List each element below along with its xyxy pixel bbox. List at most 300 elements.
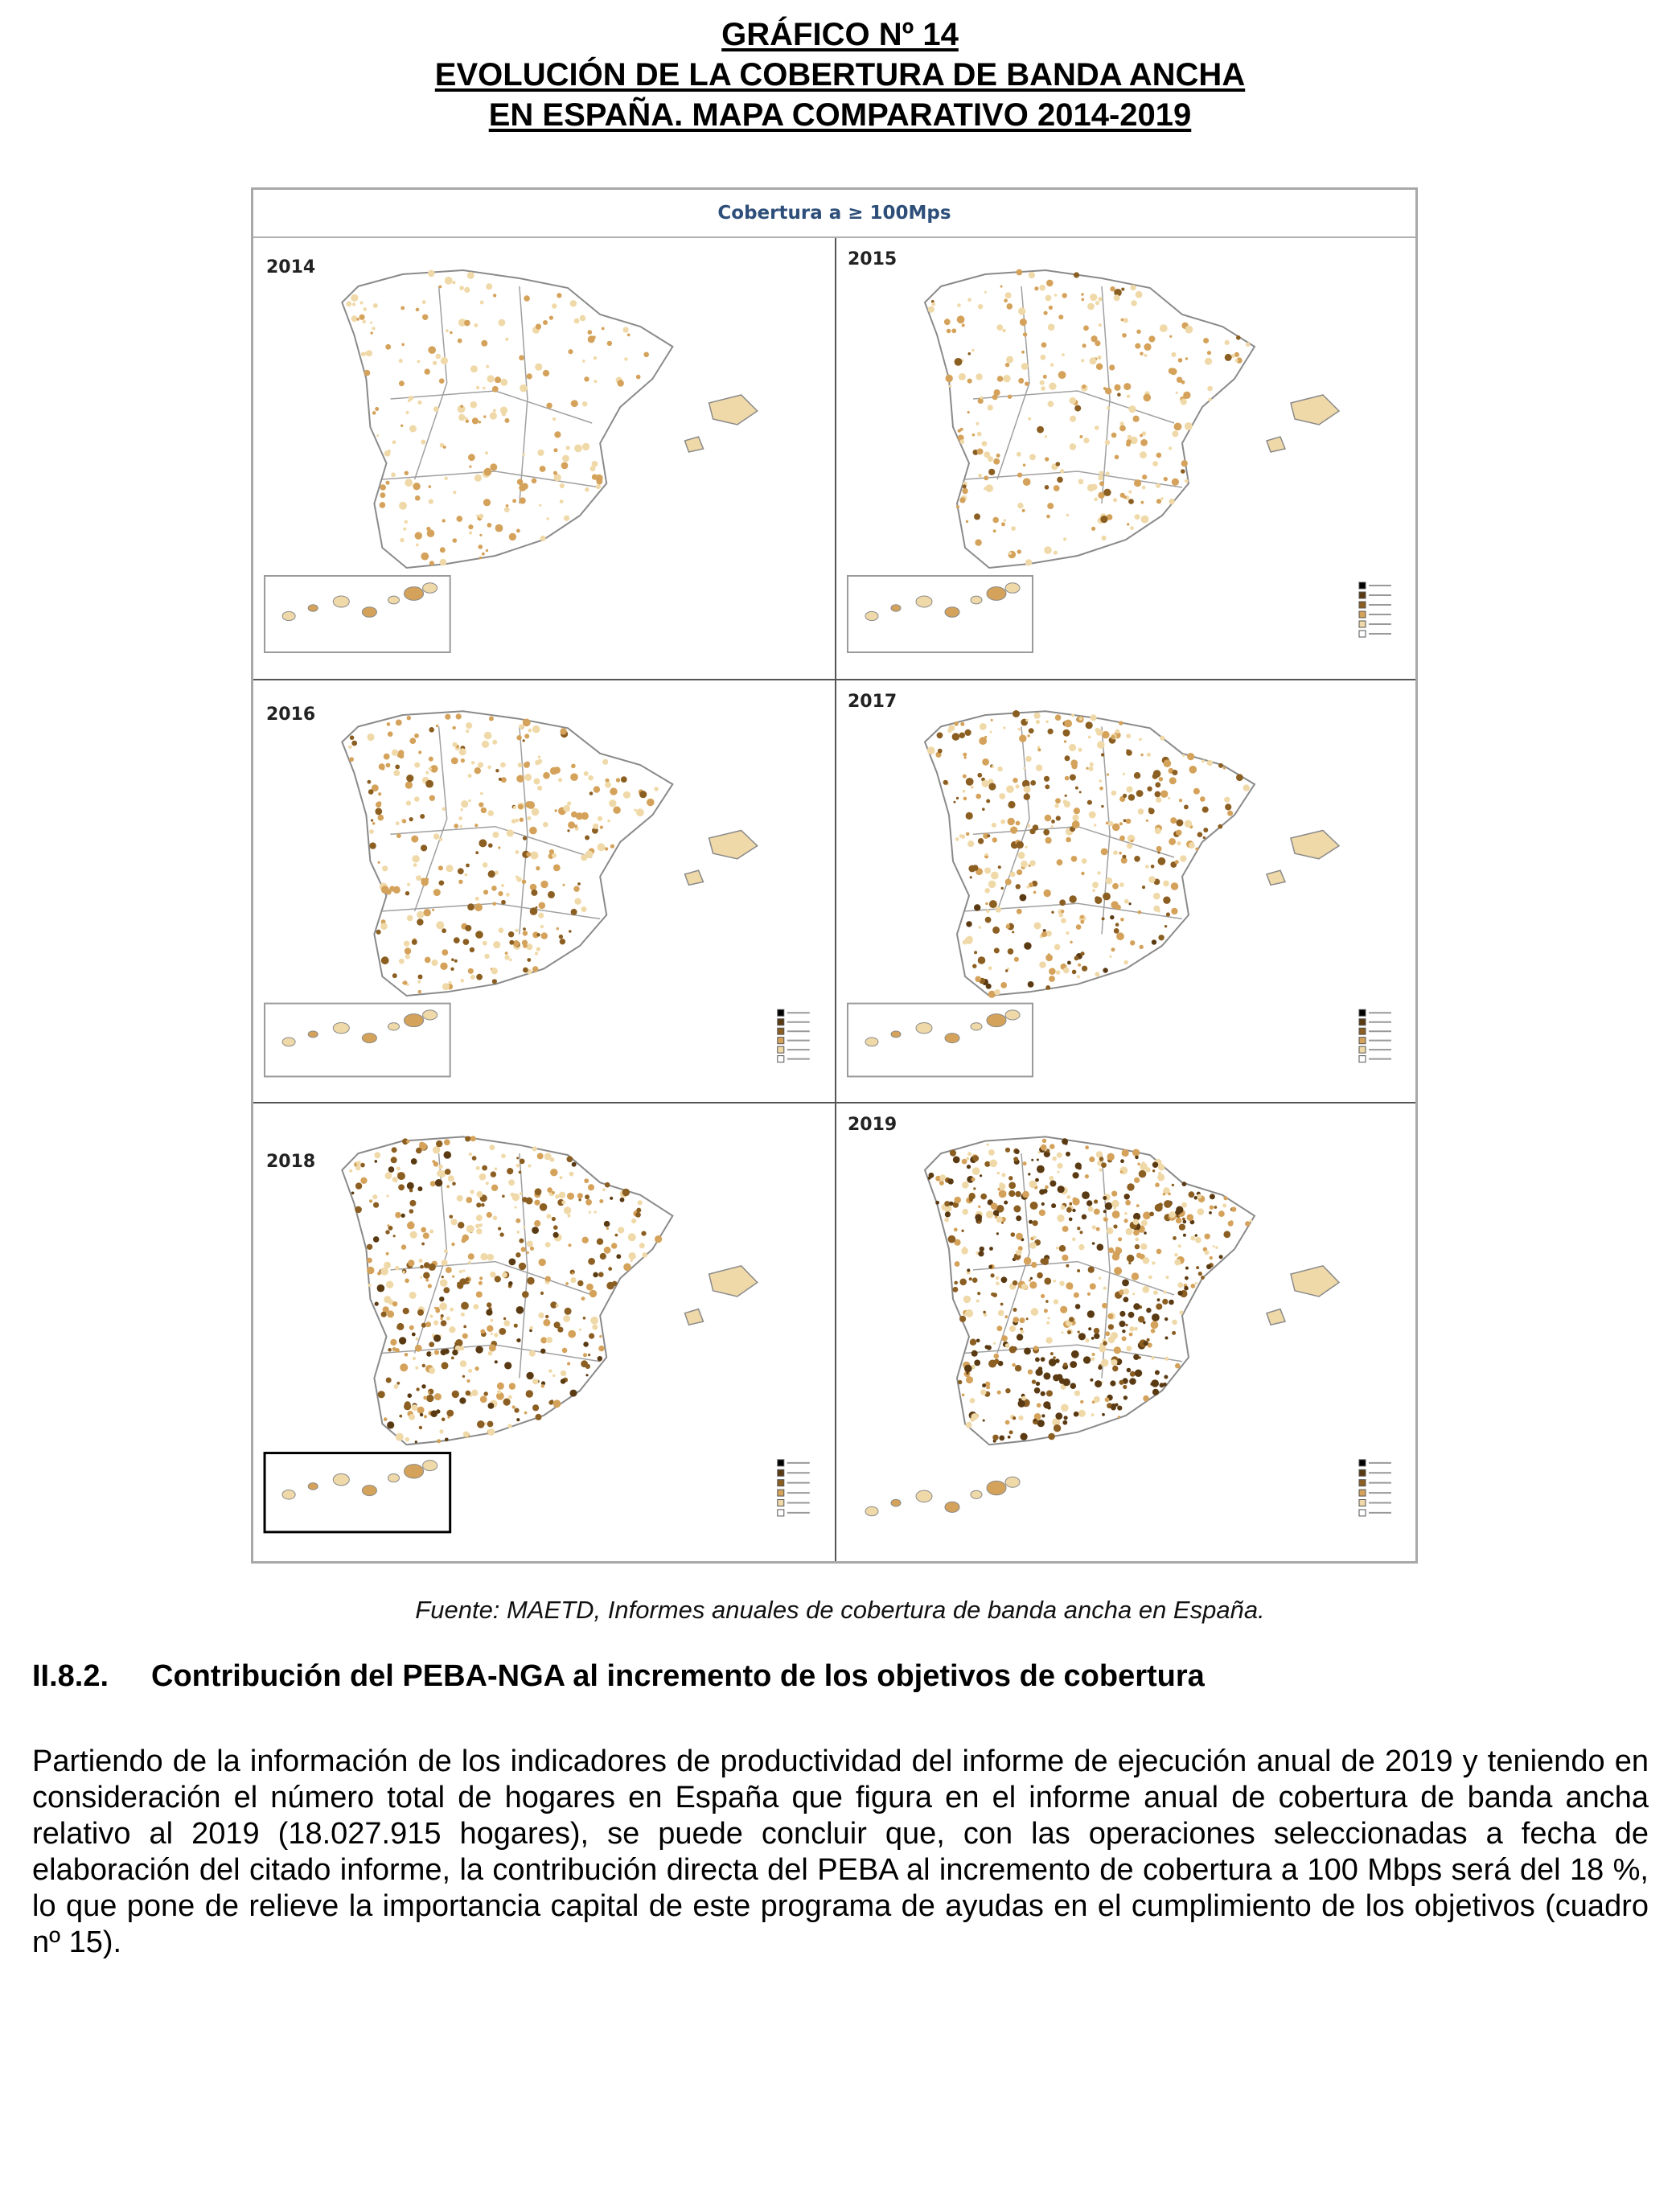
- coverage-dot: [484, 732, 492, 740]
- coverage-dot: [479, 1223, 483, 1227]
- coverage-dot: [1069, 1202, 1072, 1206]
- spain-map-2015: [836, 238, 1415, 679]
- coverage-dot: [392, 750, 398, 756]
- coverage-dot: [974, 951, 977, 954]
- coverage-dot: [1225, 354, 1232, 361]
- coverage-dot: [543, 370, 549, 376]
- coverage-dot: [1090, 762, 1094, 766]
- coverage-dot: [527, 373, 532, 379]
- coverage-dot: [1061, 910, 1064, 913]
- coverage-dot: [987, 1144, 989, 1146]
- coverage-dot: [415, 532, 422, 539]
- coverage-dot: [1184, 805, 1189, 810]
- coverage-dot: [594, 1210, 596, 1213]
- coverage-dot: [1159, 777, 1164, 782]
- coverage-dot: [408, 1260, 414, 1266]
- coverage-dot: [1099, 1169, 1102, 1172]
- coverage-dot: [458, 414, 465, 421]
- coverage-dot: [476, 515, 479, 517]
- coverage-dot: [487, 766, 491, 770]
- coverage-dot: [982, 758, 989, 766]
- coverage-dot: [450, 968, 454, 971]
- coverage-dot: [459, 1270, 462, 1273]
- coverage-dot: [526, 852, 531, 857]
- coverage-dot: [1165, 1337, 1169, 1340]
- coverage-dot: [1181, 1202, 1187, 1208]
- coverage-dot: [1058, 314, 1063, 319]
- coverage-dot: [508, 1281, 513, 1286]
- coverage-dot: [432, 909, 434, 911]
- coverage-dot: [516, 1157, 519, 1159]
- coverage-dot: [972, 865, 979, 871]
- coverage-dot: [428, 1284, 432, 1288]
- coverage-dot: [618, 380, 624, 386]
- coverage-dot: [967, 840, 974, 847]
- coverage-dot: [1088, 736, 1091, 739]
- coverage-dot: [414, 734, 419, 738]
- coverage-dot: [550, 1169, 557, 1176]
- coverage-dot: [583, 1342, 589, 1347]
- coverage-dot: [581, 1297, 585, 1301]
- coverage-dot: [963, 797, 967, 801]
- coverage-dot: [1170, 817, 1177, 824]
- coverage-dot: [1065, 1142, 1068, 1145]
- coverage-dot: [491, 1185, 498, 1191]
- coverage-dot: [413, 863, 417, 867]
- coverage-dot: [483, 499, 491, 506]
- coverage-dot: [1091, 484, 1098, 491]
- coverage-dot: [1197, 832, 1203, 837]
- coverage-dot: [638, 1200, 643, 1205]
- coverage-dot: [1008, 801, 1015, 808]
- coverage-dot: [466, 1225, 474, 1233]
- coverage-dot: [495, 524, 503, 532]
- coverage-dot: [592, 461, 598, 467]
- coverage-dot: [487, 1212, 492, 1218]
- coverage-dot: [1144, 343, 1151, 351]
- coverage-dot: [1065, 776, 1070, 781]
- coverage-dot: [564, 516, 569, 521]
- coverage-dot: [965, 729, 971, 736]
- coverage-dot: [433, 1146, 440, 1153]
- coverage-dot: [518, 762, 523, 767]
- coverage-dot: [1057, 1374, 1063, 1380]
- coverage-dot: [977, 449, 984, 455]
- coverage-dot: [1187, 1214, 1194, 1221]
- coverage-dot: [471, 1390, 478, 1396]
- coverage-dot: [356, 1161, 361, 1165]
- coverage-dot: [1021, 363, 1029, 370]
- coverage-dot: [570, 300, 577, 306]
- canary-island: [891, 1031, 901, 1038]
- coverage-dot: [962, 1394, 965, 1397]
- coverage-dot: [1021, 861, 1028, 868]
- coverage-dot: [1005, 1388, 1010, 1393]
- coverage-dot: [1136, 1253, 1142, 1259]
- coverage-dot: [1055, 1358, 1060, 1363]
- coverage-dot: [1160, 497, 1164, 500]
- coverage-dot: [562, 1348, 568, 1354]
- coverage-dot: [458, 868, 464, 874]
- coverage-dot: [1163, 881, 1169, 887]
- coverage-dot: [486, 549, 488, 552]
- coverage-dot: [1183, 392, 1190, 399]
- coverage-dot: [606, 1282, 614, 1290]
- coverage-dot: [992, 1292, 997, 1297]
- coverage-dot: [1140, 1163, 1148, 1171]
- coverage-dot: [1083, 1356, 1091, 1363]
- coverage-dot: [559, 935, 563, 939]
- canary-island: [1005, 583, 1020, 594]
- coverage-dot: [1103, 1287, 1107, 1290]
- coverage-dot: [1136, 1204, 1140, 1207]
- coverage-dot: [1002, 329, 1006, 333]
- coverage-dot: [1032, 1379, 1036, 1383]
- coverage-dot: [413, 483, 420, 490]
- coverage-dot: [570, 1390, 577, 1397]
- coverage-dot: [598, 843, 606, 851]
- coverage-dot: [1103, 1210, 1107, 1213]
- coverage-dot: [1057, 1163, 1062, 1169]
- coverage-dot: [407, 915, 413, 922]
- coverage-dot: [553, 471, 557, 475]
- coverage-dot: [396, 1325, 400, 1329]
- coverage-dot: [1094, 1209, 1100, 1215]
- coverage-dot: [400, 425, 403, 427]
- coverage-dot: [1101, 1162, 1107, 1168]
- coverage-dot: [1153, 893, 1160, 900]
- coverage-dot: [967, 298, 971, 302]
- coverage-dot: [1016, 821, 1021, 826]
- coverage-dot: [1012, 1363, 1016, 1367]
- coverage-dot: [1039, 1210, 1045, 1216]
- coverage-dot: [1018, 1416, 1023, 1420]
- coverage-dot: [1082, 858, 1087, 864]
- coverage-dot: [1090, 294, 1097, 301]
- coverage-dot: [1099, 481, 1104, 486]
- coverage-dot: [1119, 1311, 1125, 1317]
- coverage-dot: [498, 1227, 501, 1231]
- coverage-dot: [436, 354, 442, 360]
- coverage-dot: [487, 1302, 491, 1307]
- coverage-dot: [421, 1323, 426, 1328]
- coverage-dot: [1128, 1262, 1131, 1264]
- coverage-dot: [1071, 856, 1078, 862]
- coverage-dot: [392, 1147, 397, 1153]
- coverage-dot: [491, 1319, 494, 1322]
- figure-source-caption: Fuente: MAETD, Informes anuales de cobertura de banda ancha en España.: [415, 1596, 1265, 1624]
- coverage-dot: [1114, 294, 1120, 301]
- coverage-dot: [582, 360, 585, 363]
- coverage-dot: [581, 906, 587, 912]
- coverage-dot: [994, 947, 1000, 953]
- coverage-dot: [1133, 1230, 1140, 1236]
- coverage-dot: [957, 315, 965, 323]
- coverage-dot: [505, 955, 510, 960]
- coverage-dot: [568, 349, 573, 354]
- coverage-dot: [516, 1219, 520, 1223]
- coverage-dot: [1029, 728, 1034, 734]
- coverage-dot: [1160, 736, 1164, 741]
- coverage-dot: [1015, 784, 1019, 788]
- coverage-dot: [1195, 1282, 1197, 1284]
- coverage-dot: [655, 1235, 662, 1243]
- coverage-dot: [1089, 1157, 1095, 1162]
- coverage-dot: [1185, 1276, 1189, 1280]
- coverage-dot: [435, 1179, 442, 1186]
- coverage-dot: [1033, 891, 1037, 894]
- coverage-dot: [458, 816, 462, 820]
- canary-island: [405, 587, 424, 601]
- coverage-dot: [1181, 398, 1187, 405]
- coverage-dot: [1245, 1221, 1250, 1226]
- coverage-dot: [1070, 775, 1076, 781]
- coverage-dot: [445, 1438, 449, 1442]
- coverage-dot: [416, 308, 420, 312]
- coverage-dot: [398, 1184, 405, 1190]
- coverage-dot: [355, 1182, 362, 1189]
- coverage-dot: [1086, 767, 1089, 770]
- coverage-dot: [1135, 1238, 1139, 1242]
- coverage-dot: [1107, 1313, 1113, 1319]
- coverage-dot: [1156, 797, 1161, 803]
- coverage-dot: [1171, 882, 1179, 890]
- coverage-dot: [1045, 1186, 1049, 1190]
- coverage-dot: [978, 398, 984, 404]
- coverage-dot: [1142, 886, 1145, 889]
- coverage-dot: [1210, 1256, 1213, 1260]
- coverage-dot: [1066, 514, 1070, 517]
- coverage-dot: [1028, 1173, 1030, 1175]
- coverage-dot: [593, 824, 598, 829]
- coverage-dot: [415, 1345, 422, 1352]
- coverage-dot: [468, 1253, 474, 1260]
- coverage-dot: [498, 891, 503, 896]
- coverage-dot: [470, 1190, 474, 1194]
- coverage-dot: [1157, 910, 1160, 913]
- coverage-dot: [1123, 318, 1128, 323]
- coverage-dot: [1099, 1345, 1106, 1352]
- coverage-dot: [965, 936, 973, 944]
- coverage-dot: [384, 1296, 391, 1303]
- coverage-dot: [399, 1337, 406, 1344]
- coverage-dot: [360, 302, 364, 305]
- coverage-dot: [1126, 734, 1131, 738]
- coverage-dot: [1195, 1234, 1197, 1236]
- coverage-dot: [432, 1160, 435, 1163]
- coverage-dot: [372, 1194, 377, 1199]
- panel-year: 2016: [266, 705, 316, 725]
- coverage-dot: [583, 1353, 587, 1357]
- canary-island: [308, 605, 318, 611]
- coverage-dot: [386, 1281, 393, 1288]
- coverage-dot: [404, 1403, 411, 1410]
- coverage-dot: [1080, 920, 1084, 924]
- coverage-dot: [1236, 335, 1241, 340]
- coverage-dot: [563, 805, 570, 812]
- legend-swatch: [778, 1056, 784, 1062]
- coverage-dot: [433, 889, 441, 896]
- canary-island: [308, 1483, 318, 1490]
- canary-island: [282, 1038, 295, 1046]
- coverage-dot: [631, 1260, 633, 1262]
- balearic-islands: [1267, 1309, 1285, 1325]
- coverage-dot: [1014, 957, 1019, 962]
- coverage-dot: [364, 307, 368, 311]
- coverage-dot: [416, 1338, 419, 1341]
- coverage-dot: [967, 1152, 971, 1156]
- coverage-dot: [522, 1291, 529, 1298]
- coverage-dot: [1105, 1331, 1110, 1336]
- coverage-dot: [1010, 827, 1017, 834]
- coverage-dot: [487, 523, 492, 528]
- coverage-dot: [993, 458, 1000, 465]
- coverage-dot: [1136, 291, 1143, 298]
- coverage-dot: [982, 808, 985, 811]
- coverage-dot: [486, 283, 492, 290]
- coverage-dot: [1018, 1400, 1025, 1408]
- coverage-dot: [1092, 882, 1099, 888]
- coverage-dot: [1108, 1324, 1114, 1329]
- coverage-dot: [402, 820, 406, 824]
- coverage-dot: [1119, 1321, 1126, 1327]
- coverage-dot: [1181, 469, 1185, 474]
- coverage-dot: [483, 862, 488, 868]
- canary-island: [945, 607, 959, 618]
- coverage-dot: [462, 1235, 469, 1241]
- legend-swatch: [778, 1019, 784, 1025]
- coverage-dot: [501, 1153, 506, 1158]
- coverage-dot: [1158, 857, 1166, 865]
- coverage-dot: [966, 921, 971, 927]
- coverage-dot: [567, 1156, 573, 1162]
- coverage-dot: [478, 762, 483, 768]
- coverage-dot: [452, 1350, 458, 1355]
- coverage-dot: [467, 272, 474, 279]
- coverage-dot: [581, 1360, 588, 1367]
- coverage-dot: [1163, 1383, 1167, 1387]
- coverage-dot: [360, 1163, 365, 1168]
- legend-swatch: [1359, 1460, 1366, 1466]
- coverage-dot: [477, 1191, 483, 1198]
- coverage-dot: [955, 358, 963, 366]
- coverage-dot: [1048, 1433, 1055, 1440]
- title-line-2: EVOLUCIÓN DE LA COBERTURA DE BANDA ANCHA: [434, 57, 1246, 92]
- legend-swatch: [1359, 592, 1366, 598]
- coverage-dot: [1049, 1358, 1057, 1366]
- coverage-dot: [1051, 1203, 1056, 1208]
- coverage-dot: [1122, 1149, 1129, 1157]
- coverage-dot: [515, 850, 519, 854]
- coverage-dot: [527, 816, 531, 820]
- coverage-dot: [567, 1214, 570, 1217]
- coverage-dot: [509, 1259, 516, 1266]
- coverage-dot: [588, 1184, 594, 1190]
- coverage-dot: [998, 865, 1001, 869]
- coverage-dot: [1070, 443, 1076, 450]
- coverage-dot: [548, 1400, 553, 1405]
- coverage-dot: [487, 1325, 493, 1332]
- coverage-dot: [1048, 953, 1050, 955]
- coverage-dot: [955, 837, 959, 841]
- coverage-dot: [1189, 766, 1197, 774]
- coverage-dot: [954, 1281, 958, 1285]
- coverage-dot: [960, 722, 964, 726]
- coverage-dot: [1071, 713, 1074, 717]
- coverage-dot: [386, 889, 392, 894]
- coverage-dot: [373, 303, 378, 308]
- coverage-dot: [1169, 1211, 1176, 1218]
- coverage-dot: [1099, 779, 1102, 783]
- coverage-dot: [954, 1197, 961, 1204]
- coverage-dot: [416, 544, 419, 547]
- coverage-dot: [1152, 1389, 1159, 1395]
- coverage-dot: [461, 1313, 465, 1317]
- coverage-dot: [1129, 902, 1132, 905]
- coverage-dot: [1004, 1201, 1008, 1205]
- coverage-dot: [540, 925, 544, 928]
- coverage-dot: [516, 1418, 520, 1421]
- coverage-dot: [634, 809, 637, 812]
- coverage-dot: [457, 1195, 463, 1202]
- coverage-dot: [1057, 477, 1063, 483]
- coverage-dot: [1115, 729, 1120, 734]
- coverage-dot: [1055, 798, 1061, 803]
- coverage-dot: [1005, 1343, 1010, 1348]
- coverage-dot: [493, 941, 500, 948]
- coverage-dot: [475, 1346, 483, 1353]
- coverage-dot: [1049, 1176, 1054, 1181]
- figure-header-label: Cobertura a ≥ 100Mps: [717, 203, 951, 224]
- coverage-dot: [1097, 741, 1105, 749]
- coverage-dot: [964, 756, 967, 758]
- coverage-dot: [452, 1182, 456, 1186]
- coverage-dot: [535, 951, 538, 955]
- coverage-dot: [523, 453, 525, 455]
- coverage-dot: [1041, 1202, 1045, 1206]
- coverage-dot: [974, 513, 980, 520]
- coverage-dot: [1034, 923, 1041, 930]
- coverage-dot: [486, 1309, 492, 1316]
- coverage-dot: [1144, 1341, 1148, 1346]
- coverage-dot: [503, 1399, 511, 1406]
- coverage-dot: [443, 1287, 450, 1293]
- coverage-dot: [517, 479, 524, 485]
- coverage-dot: [440, 963, 447, 970]
- coverage-dot: [1057, 859, 1063, 865]
- coverage-dot: [984, 475, 988, 480]
- coverage-dot: [1135, 1244, 1140, 1249]
- coverage-dot: [1050, 1352, 1054, 1355]
- coverage-dot: [1005, 1420, 1010, 1425]
- legend-swatch: [778, 1510, 784, 1516]
- coverage-dot: [1194, 1196, 1198, 1200]
- coverage-dot: [1045, 985, 1050, 990]
- coverage-dot: [959, 1279, 967, 1286]
- coverage-dot: [996, 1216, 1003, 1223]
- coverage-dot: [456, 713, 462, 719]
- coverage-dot: [544, 1153, 552, 1160]
- coverage-dot: [1176, 1206, 1183, 1214]
- coverage-dot: [445, 1169, 451, 1175]
- coverage-dot: [1066, 931, 1069, 935]
- coverage-dot: [972, 1167, 980, 1175]
- coverage-dot: [415, 1366, 418, 1370]
- coverage-dot: [1164, 925, 1167, 927]
- canary-islands-inset: [265, 1453, 450, 1532]
- coverage-dot: [532, 479, 537, 484]
- coverage-dot: [1097, 1243, 1104, 1251]
